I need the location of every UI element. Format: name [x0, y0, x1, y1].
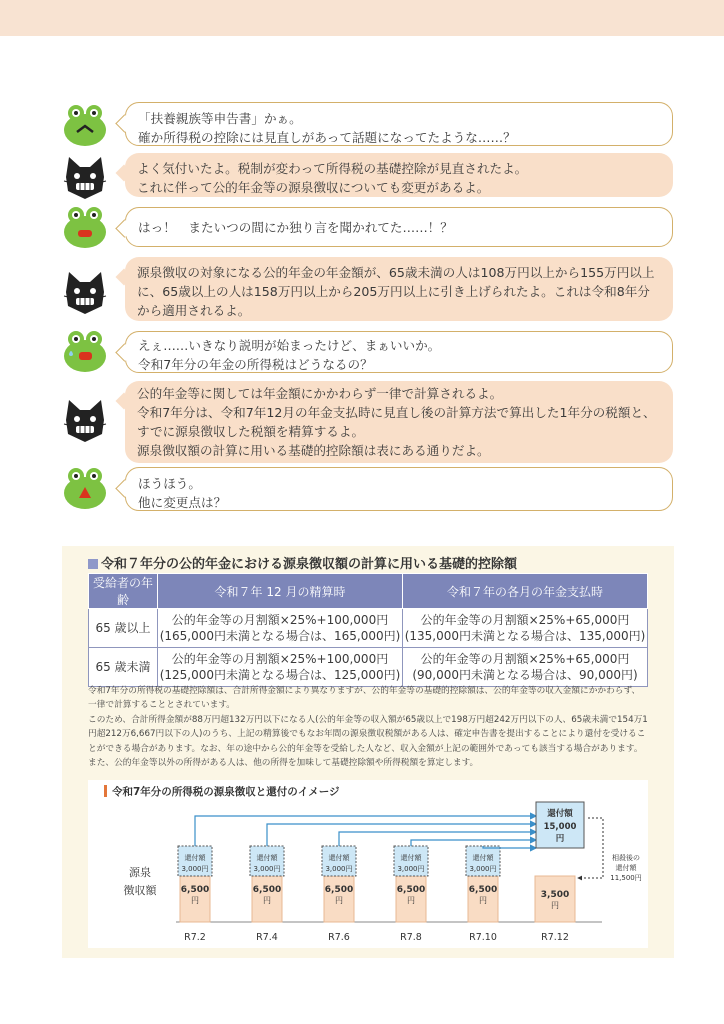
bar-unit-label: 円: [407, 896, 415, 905]
table-cell: [158, 609, 403, 648]
table-row: [89, 648, 648, 687]
age-cell: 65 歳未満: [89, 648, 158, 687]
offset-label: 相殺後の: [612, 854, 640, 862]
refund-arrow: [339, 832, 536, 846]
refund-segment-amount: 3,000円: [325, 865, 353, 873]
x-tick-label: R7.12: [541, 932, 569, 943]
refund-segment-amount: 3,000円: [181, 865, 209, 873]
table-title: 令和７年分の公的年金における源泉徴収額の計算に用いる基礎的控除額: [88, 553, 517, 572]
refund-arrow: [411, 840, 536, 846]
frog-avatar-icon: [62, 330, 108, 376]
bar-unit-label: 円: [335, 896, 343, 905]
bubble-line: よく気付いたよ。税制が変わって所得税の基礎控除が見直されたよ。: [137, 161, 528, 176]
refund-segment-amount: 3,000円: [397, 865, 425, 873]
bar-amount-label: 6,500: [324, 885, 354, 895]
top-band: [0, 0, 724, 36]
table-row: [89, 609, 648, 648]
bar-amount-label: 6,500: [396, 885, 426, 895]
speech-bubble-frog: [125, 467, 673, 511]
refund-arrow: [195, 816, 536, 846]
cell-line: 公的年金等の月割額×25%+65,000円: [420, 613, 630, 627]
cat-avatar-icon: [62, 270, 108, 316]
table-header: 令和７年 12 月の精算時: [158, 574, 403, 609]
refund-segment-amount: 3,000円: [469, 865, 497, 873]
bar-unit-label: 円: [263, 896, 271, 905]
table-cell: [403, 609, 648, 648]
y-label: 源泉: [129, 866, 151, 879]
cell-line: 公的年金等の月割額×25%+100,000円: [171, 652, 389, 666]
refund-segment-label: 還付額: [184, 854, 206, 862]
bubble-line: はっ！ またいつの間にか独り言を聞かれてた……！？: [138, 220, 453, 235]
bubble-line: 令和7年分は、令和7年12月の年金支払時に見直し後の計算方法で算出した1年分の税額と、すでに源泉徴収した税額を精算するよ。: [137, 405, 656, 439]
refund-segment-amount: 3,000円: [253, 865, 281, 873]
y-label: 徴収額: [123, 884, 157, 897]
cell-line: 公的年金等の月割額×25%+65,000円: [420, 652, 630, 666]
refund-arrow: [267, 824, 536, 846]
refund-segment-label: 還付額: [472, 854, 494, 862]
speech-bubble-frog: [125, 102, 673, 146]
speech-bubble-frog: [125, 331, 673, 373]
refund-segment-label: 還付額: [328, 854, 350, 862]
frog-avatar-icon: [62, 104, 108, 150]
cat-avatar-icon: [62, 398, 108, 444]
bar-unit-label: 円: [551, 901, 559, 910]
chart-title: 令和7年分の所得税の源泉徴収と還付のイメージ: [104, 784, 340, 799]
table-cell: [158, 648, 403, 687]
refund-total-amount: 15,000: [543, 822, 577, 832]
table-header: 受給者の年齢: [89, 574, 158, 609]
notes: [88, 684, 648, 770]
bubble-line: ほうほう。: [138, 476, 201, 491]
bubble-line: えぇ……いきなり説明が始まったけど、まぁいいか。: [138, 338, 441, 353]
refund-total-label: 還付額: [547, 809, 573, 819]
refund-segment-label: 還付額: [400, 854, 422, 862]
cell-line: (90,000円未満となる場合は、90,000円): [412, 668, 638, 682]
cat-avatar-icon: [62, 155, 108, 201]
bar-unit-label: 円: [479, 896, 487, 905]
bar-amount-label: 6,500: [252, 885, 282, 895]
bar-amount-label: 6,500: [180, 885, 210, 895]
cell-line: (135,000円未満となる場合は、135,000円): [404, 629, 646, 643]
speech-bubble-frog: [125, 207, 673, 247]
bubble-line: 確か所得税の控除には見直しがあって話題になってたような……？: [138, 130, 516, 145]
table-cell: [403, 648, 648, 687]
note-paragraph: このため、合計所得金額が88万円超132万円以下になる人(公的年金等の収入額が65歳以上で198万円超242万円以下の人、65歳未満で154万1円超212万6,667円以下の人)のうち、上記の精算後でもなお年間の源泉徴収税額がある人は、確定申告書を提出することにより還付を受けることができる場合があります。なお、年の途中から公的年金等を受給した人など、収入金額が上記の範囲外であっても該当する場合があります。また、公的年金等以外の所得がある人は、他の所得を加味して基礎控除額や所得税額を算定します。: [88, 714, 648, 769]
x-tick-label: R7.8: [400, 932, 422, 943]
x-tick-label: R7.4: [256, 932, 278, 943]
speech-bubble-cat: [125, 381, 673, 463]
refund-segment-label: 還付額: [256, 854, 278, 862]
x-tick-label: R7.10: [469, 932, 497, 943]
bar-amount-label: 6,500: [468, 885, 498, 895]
bubble-line: 源泉徴収額の計算に用いる基礎的控除額は表にある通りだよ。: [137, 443, 490, 458]
bubble-line: 「扶養親族等申告書」かぁ。: [138, 111, 302, 126]
age-cell: 65 歳以上: [89, 609, 158, 648]
table-header-row: [89, 574, 648, 609]
note-paragraph: 令和7年分の所得税の基礎控除額は、合計所得金額により異なりますが、公的年金等の基礎的控除額は、公的年金等の収入金額にかかわらず、一律で計算することとされています。: [88, 686, 641, 711]
bubble-line: 他に変更点は？: [138, 495, 227, 510]
bar-amount-label: 3,500: [540, 890, 570, 900]
bar-unit-label: 円: [191, 896, 199, 905]
cell-line: 公的年金等の月割額×25%+100,000円: [171, 613, 389, 627]
x-tick-label: R7.2: [184, 932, 206, 943]
frog-avatar-icon: [62, 206, 108, 252]
withholding-chart: [88, 780, 648, 948]
refund-total-unit: 円: [555, 834, 565, 844]
bubble-line: これに伴って公的年金等の源泉徴収についても変更があるよ。: [137, 180, 490, 195]
offset-label: 還付額: [615, 864, 637, 872]
offset-label: 11,500円: [610, 874, 642, 882]
cell-line: (125,000円未満となる場合は、125,000円): [159, 668, 401, 682]
speech-bubble-cat: [125, 257, 673, 321]
table-header: 令和７年の各月の年金支払時: [403, 574, 648, 609]
speech-bubble-cat: [125, 153, 673, 197]
bubble-line: 令和7年分の年金の所得税はどうなるの？: [138, 357, 373, 372]
bubble-line: 公的年金等に関しては年金額にかかわらず一律で計算されるよ。: [137, 386, 503, 401]
x-tick-label: R7.6: [328, 932, 350, 943]
bubble-line: 源泉徴収の対象になる公的年金の年金額が、65歳未満の人は108万円以上から155万円以上に、65歳以上の人は158万円以上から205万円以上に引き上げられたよ。これは令和8年分から適用されるよ。: [137, 265, 655, 318]
deduction-table: [88, 573, 648, 687]
cell-line: (165,000円未満となる場合は、165,000円): [159, 629, 401, 643]
frog-avatar-icon: [62, 467, 108, 513]
